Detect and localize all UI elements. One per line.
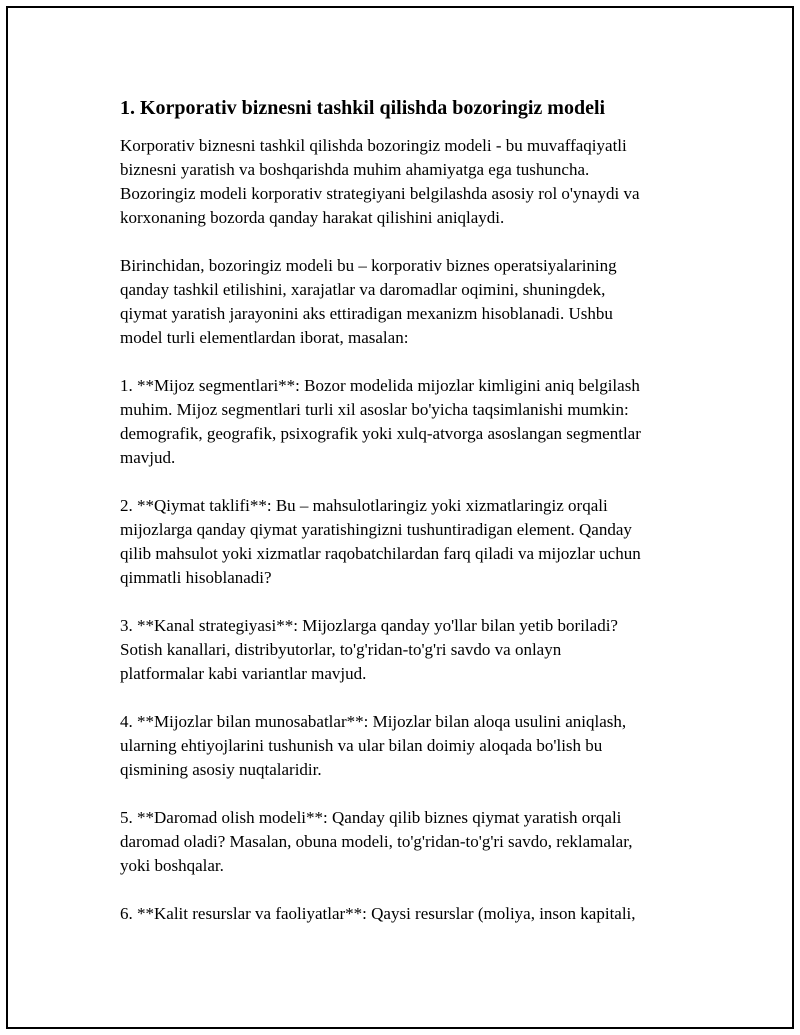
text-line: daromad oladi? Masalan, obuna modeli, to'g'ridan-to'g'ri savdo, reklamalar, — [120, 832, 633, 851]
text-line: 4. **Mijozlar bilan munosabatlar**: Mijozlar bilan aloqa usulini aniqlash, — [120, 712, 627, 731]
text-line: yoki boshqalar. — [120, 856, 224, 875]
text-line: mijozlarga qanday qiymat yaratishingizni tushuntiradigan element. Qanday — [120, 520, 632, 539]
list-item-channel-strategy — [120, 614, 710, 686]
text-line: qilib mahsulot yoki xizmatlar raqobatchilardan farq qiladi va mijozlar uchun — [120, 544, 641, 563]
text-line: qanday tashkil etilishini, xarajatlar va daromadlar oqimini, shuningdek, — [120, 280, 606, 299]
text-line: 1. **Mijoz segmentlari**: Bozor modelida mijozlar kimligini aniq belgilash — [120, 376, 640, 395]
text-line: korxonaning bozorda qanday harakat qilishini aniqlaydi. — [120, 208, 505, 227]
text-line: 5. **Daromad olish modeli**: Qanday qilib biznes qiymat yaratish orqali — [120, 808, 622, 827]
text-line: 2. **Qiymat taklifi**: Bu – mahsulotlaringiz yoki xizmatlaringiz orqali — [120, 496, 608, 515]
text-line: ularning ehtiyojlarini tushunish va ular bilan doimiy aloqada bo'lish bu — [120, 736, 603, 755]
text-line: qiymat yaratish jarayonini aks ettiradigan mexanizm hisoblanadi. Ushbu — [120, 304, 613, 323]
list-item-revenue-model — [120, 806, 710, 878]
text-line: biznesni yaratish va boshqarishda muhim ahamiyatga ega tushuncha. — [120, 160, 590, 179]
text-line: muhim. Mijoz segmentlari turli xil asoslar bo'yicha taqsimlanishi mumkin: — [120, 400, 629, 419]
page-frame — [6, 6, 794, 1029]
list-item-value-proposition — [120, 494, 710, 590]
list-item-customer-relationships — [120, 710, 710, 782]
text-line: model turli elementlardan iborat, masalan: — [120, 328, 409, 347]
text-line: Sotish kanallari, distribyutorlar, to'g'ridan-to'g'ri savdo va onlayn — [120, 640, 562, 659]
text-line: Birinchidan, bozoringiz modeli bu – korporativ biznes operatsiyalarining — [120, 256, 617, 275]
text-line: platformalar kabi variantlar mavjud. — [120, 664, 367, 683]
text-line: demografik, geografik, psixografik yoki xulq-atvorga asoslangan segmentlar — [120, 424, 641, 443]
list-item-key-resources — [120, 902, 710, 926]
paragraph-intro — [120, 134, 710, 230]
text-line: 6. **Kalit resurslar va faoliyatlar**: Qaysi resurslar (moliya, inson kapitali, — [120, 904, 636, 923]
text-line: qismining asosiy nuqtalaridir. — [120, 760, 322, 779]
text-line: mavjud. — [120, 448, 176, 467]
document-title: 1. Korporativ biznesni tashkil qilishda bozoringiz modeli — [120, 97, 606, 119]
paragraph-first — [120, 254, 710, 350]
document-body — [120, 94, 710, 950]
text-line: 3. **Kanal strategiyasi**: Mijozlarga qanday yo'llar bilan yetib boriladi? — [120, 616, 618, 635]
text-line: qimmatli hisoblanadi? — [120, 568, 272, 587]
text-line: Bozoringiz modeli korporativ strategiyani belgilashda asosiy rol o'ynaydi va — [120, 184, 640, 203]
list-item-customer-segments — [120, 374, 710, 470]
text-line: Korporativ biznesni tashkil qilishda bozoringiz modeli - bu muvaffaqiyatli — [120, 136, 627, 155]
